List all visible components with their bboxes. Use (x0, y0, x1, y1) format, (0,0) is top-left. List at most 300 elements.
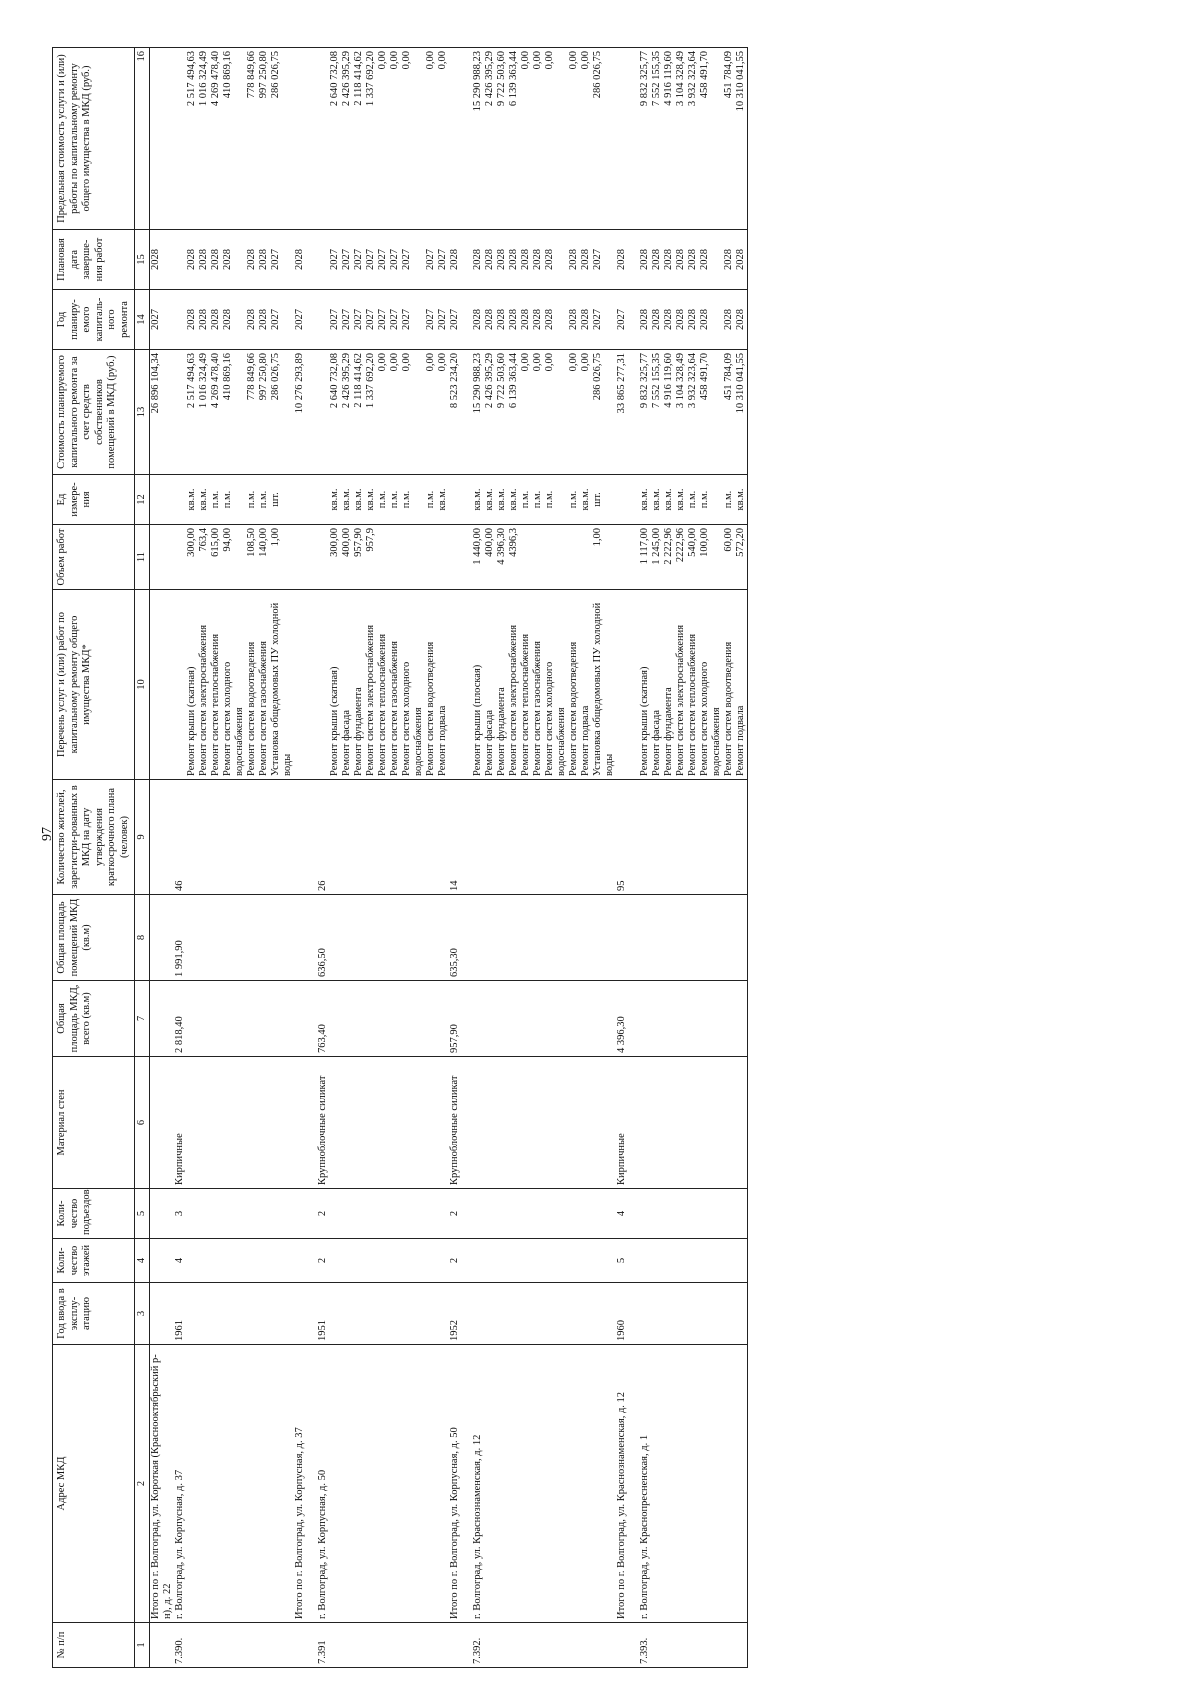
spacer-cell (461, 48, 472, 230)
table-cell: 1,00 (270, 525, 294, 590)
table-cell (365, 1057, 377, 1189)
table-cell (472, 780, 484, 895)
table-cell (508, 1057, 520, 1189)
table-cell (723, 1623, 735, 1668)
spacer-cell (306, 290, 317, 350)
table-cell (472, 1283, 484, 1345)
table-cell: 2 640 732,08 (329, 350, 341, 475)
table-cell (568, 1057, 580, 1189)
spacer-cell (461, 525, 472, 590)
spacer-cell (628, 1239, 639, 1283)
table-cell: 400,00 (484, 525, 496, 590)
table-cell: Кирпичные (616, 1057, 628, 1189)
table-cell: 0,00 (520, 350, 532, 475)
table-cell (675, 1283, 687, 1345)
table-cell: 2027 (329, 230, 341, 290)
table-cell (353, 1623, 365, 1668)
table-cell: 1,00 (592, 525, 616, 590)
table-row (651, 48, 663, 1668)
table-cell (294, 981, 306, 1057)
spacer-cell (306, 350, 317, 475)
table-cell (568, 895, 580, 981)
table-cell: 2027 (353, 290, 365, 350)
table-cell (317, 230, 329, 290)
table-cell: кв.м. (675, 475, 687, 525)
table-cell: Ремонт фундамента (496, 590, 508, 780)
column-number: 13 (135, 350, 150, 475)
table-cell: 778 849,66 (246, 48, 258, 230)
table-row (222, 48, 246, 1668)
table-row (365, 48, 377, 1668)
table-cell (496, 1057, 508, 1189)
table-cell (663, 1057, 675, 1189)
table-cell (186, 1623, 198, 1668)
table-cell: Ремонт фасада (651, 590, 663, 780)
table-cell (425, 1057, 437, 1189)
spacer-cell (628, 290, 639, 350)
table-cell (544, 1623, 568, 1668)
table-cell (365, 981, 377, 1057)
table-cell (317, 350, 329, 475)
table-cell: 94,00 (222, 525, 246, 590)
table-cell (389, 1239, 401, 1283)
table-cell: 2028 (294, 230, 306, 290)
table-cell (735, 895, 748, 981)
table-cell: 2 118 414,62 (353, 48, 365, 230)
table-cell: 2027 (425, 230, 437, 290)
table-cell (222, 1283, 246, 1345)
table-row (484, 48, 496, 1668)
table-cell (329, 1623, 341, 1668)
spacer-row (306, 48, 317, 1668)
table-cell: 2028 (580, 230, 592, 290)
table-cell (317, 525, 329, 590)
table-cell (651, 1239, 663, 1283)
spacer-cell (628, 981, 639, 1057)
table-cell (198, 1239, 210, 1283)
table-cell: 1 016 324,49 (198, 350, 210, 475)
table-row (389, 48, 401, 1668)
table-cell (580, 1283, 592, 1345)
table-cell: Ремонт фундамента (353, 590, 365, 780)
table-cell: п.м. (246, 475, 258, 525)
table-cell (484, 1239, 496, 1283)
table-cell: 410 869,16 (222, 350, 246, 475)
table-cell (294, 590, 306, 780)
table-cell (675, 1057, 687, 1189)
table-cell (735, 981, 748, 1057)
table-cell: 286 026,75 (592, 48, 616, 230)
table-cell (544, 525, 568, 590)
table-cell: 2028 (472, 290, 484, 350)
column-header: Коли-чество подъездов (53, 1189, 135, 1239)
table-cell: 15 290 988,23 (472, 48, 484, 230)
table-cell (580, 1345, 592, 1623)
table-cell: кв.м. (663, 475, 675, 525)
table-cell: 400,00 (341, 525, 353, 590)
table-cell (401, 1189, 425, 1239)
page-number: 97 (40, 827, 55, 841)
table-cell: 2028 (246, 290, 258, 350)
table-row (568, 48, 580, 1668)
spacer-cell (628, 1345, 639, 1623)
table-cell: 2027 (353, 230, 365, 290)
table-cell (377, 981, 389, 1057)
table-cell (258, 1345, 270, 1623)
table-cell: 60,00 (723, 525, 735, 590)
table-cell (258, 1239, 270, 1283)
table-cell (329, 981, 341, 1057)
table-cell: 7.393. (639, 1623, 651, 1668)
table-row (425, 48, 437, 1668)
table-cell: 26 896 104,34 (150, 350, 175, 475)
table-cell (699, 981, 723, 1057)
table-cell (353, 780, 365, 895)
table-cell (568, 1189, 580, 1239)
spacer-cell (461, 1623, 472, 1668)
column-header: Стоимость планируемого капитального ремонта за счет средств собственников помещений в МКД (руб.) (53, 350, 135, 475)
table-cell (210, 981, 222, 1057)
table-cell (401, 1623, 425, 1668)
table-cell (699, 1057, 723, 1189)
spacer-cell (306, 780, 317, 895)
table-cell (508, 981, 520, 1057)
table-cell (270, 981, 294, 1057)
table-cell (735, 1283, 748, 1345)
table-cell (425, 1283, 437, 1345)
spacer-cell (306, 1239, 317, 1283)
table-cell (532, 525, 544, 590)
table-cell (401, 1283, 425, 1345)
table-cell (496, 981, 508, 1057)
table-cell (496, 1239, 508, 1283)
table-cell (210, 1623, 222, 1668)
table-cell (735, 1623, 748, 1668)
table-cell: Ремонт систем холодного водоснабжения (699, 590, 723, 780)
table-cell (341, 1283, 353, 1345)
table-cell (592, 1239, 616, 1283)
table-cell: г. Волгоград, ул. Краснознаменская, д. 12 (472, 1345, 484, 1623)
table-cell: 2028 (222, 290, 246, 350)
spacer-cell (461, 981, 472, 1057)
table-cell: 2027 (365, 290, 377, 350)
table-cell (174, 475, 186, 525)
table-cell (341, 981, 353, 1057)
table-cell (246, 1283, 258, 1345)
table-cell (186, 895, 198, 981)
table-cell: кв.м. (353, 475, 365, 525)
table-cell (150, 1623, 175, 1668)
table-cell (520, 1189, 532, 1239)
spacer-cell (628, 590, 639, 780)
table-cell (508, 1345, 520, 1623)
table-row (616, 48, 628, 1668)
table-cell (651, 1283, 663, 1345)
table-cell (663, 1239, 675, 1283)
table-cell: Крупноблочные силикат (317, 1057, 329, 1189)
table-cell (699, 1623, 723, 1668)
table-cell: 4 269 478,40 (210, 350, 222, 475)
table-cell (317, 590, 329, 780)
table-cell: п.м. (532, 475, 544, 525)
table-cell: 2028 (616, 230, 628, 290)
table-cell: 0,00 (389, 350, 401, 475)
table-cell (592, 780, 616, 895)
column-header: Общая площадь помещений МКД (кв.м) (53, 895, 135, 981)
table-cell: 9 722 503,60 (496, 350, 508, 475)
table-cell (651, 981, 663, 1057)
table-cell: 2 426 395,29 (341, 48, 353, 230)
table-cell (258, 895, 270, 981)
table-row (186, 48, 198, 1668)
table-row (258, 48, 270, 1668)
table-cell: 2028 (484, 290, 496, 350)
column-header: Ед измере-ния (53, 475, 135, 525)
table-cell: 7.390. (174, 1623, 186, 1668)
table-cell: 2 (449, 1189, 461, 1239)
table-cell: 997 250,80 (258, 350, 270, 475)
table-cell: п.м. (389, 475, 401, 525)
table-row (198, 48, 210, 1668)
table-cell (544, 981, 568, 1057)
table-cell (592, 1057, 616, 1189)
table-cell (472, 981, 484, 1057)
table-row (675, 48, 687, 1668)
column-header: Адрес МКД (53, 1345, 135, 1623)
table-cell: 2028 (496, 230, 508, 290)
table-cell: Установка общедомовых ПУ холодной воды (592, 590, 616, 780)
table-row (639, 48, 651, 1668)
table-row (449, 48, 461, 1668)
table-cell (568, 981, 580, 1057)
table-cell (651, 895, 663, 981)
table-cell: 2028 (472, 230, 484, 290)
table-cell (401, 895, 425, 981)
table-cell: 2028 (568, 290, 580, 350)
table-cell (437, 780, 449, 895)
table-cell: п.м. (568, 475, 580, 525)
table-cell: 451 784,09 (723, 350, 735, 475)
table-cell (723, 780, 735, 895)
table-cell: 2028 (639, 290, 651, 350)
table-cell: 4 396,30 (616, 981, 628, 1057)
table-cell (544, 780, 568, 895)
table-cell (496, 780, 508, 895)
table-cell (735, 1057, 748, 1189)
table-cell: Ремонт систем газоснабжения (389, 590, 401, 780)
table-cell: Ремонт подвала (735, 590, 748, 780)
table-cell (210, 1239, 222, 1283)
spacer-cell (461, 1057, 472, 1189)
table-cell (449, 590, 461, 780)
table-row (735, 48, 748, 1668)
table-cell: 2028 (246, 230, 258, 290)
table-cell (544, 895, 568, 981)
spacer-cell (628, 1623, 639, 1668)
table-cell (365, 780, 377, 895)
table-cell (150, 1283, 175, 1345)
table-cell (425, 1623, 437, 1668)
table-cell (449, 475, 461, 525)
table-cell: 2028 (210, 290, 222, 350)
table-cell: 4 916 119,60 (663, 350, 675, 475)
table-cell (675, 981, 687, 1057)
table-cell: 7.392. (472, 1623, 484, 1668)
table-cell (198, 1623, 210, 1668)
table-cell (174, 525, 186, 590)
table-cell (377, 1623, 389, 1668)
table-cell: 2027 (425, 290, 437, 350)
table-cell: Ремонт систем теплоснабжения (687, 590, 699, 780)
table-cell: 286 026,75 (270, 350, 294, 475)
spacer-cell (461, 1283, 472, 1345)
table-row (437, 48, 449, 1668)
column-header: № п/п (53, 1623, 135, 1668)
table-cell (210, 1283, 222, 1345)
table-cell (377, 1189, 389, 1239)
table-cell (616, 1623, 628, 1668)
table-cell: 15 290 988,23 (472, 350, 484, 475)
table-cell: 1961 (174, 1283, 186, 1345)
spacer-cell (461, 895, 472, 981)
spacer-cell (461, 230, 472, 290)
table-cell: Ремонт подвала (437, 590, 449, 780)
table-cell: 2 818,40 (174, 981, 186, 1057)
table-cell: кв.м. (365, 475, 377, 525)
table-cell (663, 1189, 675, 1239)
column-number: 1 (135, 1623, 150, 1668)
table-cell (150, 1189, 175, 1239)
table-cell (389, 525, 401, 590)
table-cell (449, 1623, 461, 1668)
table-cell (532, 895, 544, 981)
table-cell: 2 426 395,29 (484, 48, 496, 230)
table-cell (174, 590, 186, 780)
table-cell: 6 139 363,44 (508, 350, 520, 475)
table-cell (222, 1345, 246, 1623)
table-cell: п.м. (425, 475, 437, 525)
table-cell (150, 895, 175, 981)
table-cell: 0,00 (520, 48, 532, 230)
table-cell (401, 525, 425, 590)
table-cell (675, 1623, 687, 1668)
table-cell (544, 1239, 568, 1283)
table-cell (401, 1239, 425, 1283)
table-cell (544, 1057, 568, 1189)
spacer-cell (461, 1345, 472, 1623)
table-cell: 2027 (377, 290, 389, 350)
table-cell (365, 1345, 377, 1623)
table-cell: 2028 (699, 290, 723, 350)
table-cell (568, 525, 580, 590)
table-cell: 2028 (580, 290, 592, 350)
table-cell: 2028 (675, 290, 687, 350)
table-cell: 2027 (365, 230, 377, 290)
table-cell (210, 1189, 222, 1239)
table-cell: 2222,96 (675, 525, 687, 590)
table-cell: п.м. (544, 475, 568, 525)
table-cell (437, 895, 449, 981)
table-cell (258, 1623, 270, 1668)
table-cell (341, 1345, 353, 1623)
table-cell (675, 1189, 687, 1239)
table-cell (472, 1189, 484, 1239)
table-cell: Ремонт подвала (580, 590, 592, 780)
table-cell (246, 1189, 258, 1239)
table-cell (270, 1623, 294, 1668)
table-cell (425, 981, 437, 1057)
table-cell: 0,00 (425, 350, 437, 475)
table-cell: 4 (174, 1239, 186, 1283)
table-cell: п.м. (723, 475, 735, 525)
table-cell (377, 1283, 389, 1345)
table-cell: Ремонт систем холодного водоснабжения (401, 590, 425, 780)
table-cell (687, 981, 699, 1057)
table-cell: г. Волгоград, ул. Корпусная, д. 37 (174, 1345, 186, 1623)
table-row (246, 48, 258, 1668)
table-cell (520, 981, 532, 1057)
table-cell (258, 1283, 270, 1345)
table-cell (198, 1345, 210, 1623)
column-number: 8 (135, 895, 150, 981)
table-cell (329, 780, 341, 895)
table-cell: 2 426 395,29 (484, 350, 496, 475)
table-cell: п.м. (377, 475, 389, 525)
header-row (53, 48, 135, 1668)
table-row (174, 48, 186, 1668)
table-cell: кв.м. (496, 475, 508, 525)
table-cell (580, 1623, 592, 1668)
table-cell: 957,90 (353, 525, 365, 590)
table-cell (150, 590, 175, 780)
table-cell (437, 1057, 449, 1189)
table-cell (258, 1057, 270, 1189)
table-cell (174, 350, 186, 475)
table-cell (222, 1623, 246, 1668)
table-cell: 2027 (449, 290, 461, 350)
table-cell: 2027 (437, 230, 449, 290)
table-cell: Ремонт крыши (скатная) (329, 590, 341, 780)
table-body (150, 48, 748, 1668)
table-cell (520, 1623, 532, 1668)
table-cell (723, 1189, 735, 1239)
table-cell: 0,00 (401, 350, 425, 475)
table-cell: 2028 (687, 290, 699, 350)
table-cell: 9 832 325,77 (639, 350, 651, 475)
table-cell (150, 1239, 175, 1283)
table-cell (329, 895, 341, 981)
table-cell: 2028 (520, 290, 532, 350)
table-cell: Установка общедомовых ПУ холодной воды (270, 590, 294, 780)
table-cell: кв.м. (639, 475, 651, 525)
table-cell (294, 1283, 306, 1345)
table-cell (174, 230, 186, 290)
table-row (592, 48, 616, 1668)
table-cell: 2028 (544, 230, 568, 290)
column-number: 14 (135, 290, 150, 350)
table-cell (210, 780, 222, 895)
table-cell (365, 895, 377, 981)
table-row (687, 48, 699, 1668)
table-cell (198, 1283, 210, 1345)
spacer-cell (461, 475, 472, 525)
table-cell (246, 1623, 258, 1668)
table-cell: 2028 (723, 290, 735, 350)
table-cell: Ремонт фасада (484, 590, 496, 780)
table-cell (735, 780, 748, 895)
table-cell (592, 1623, 616, 1668)
table-cell (437, 981, 449, 1057)
